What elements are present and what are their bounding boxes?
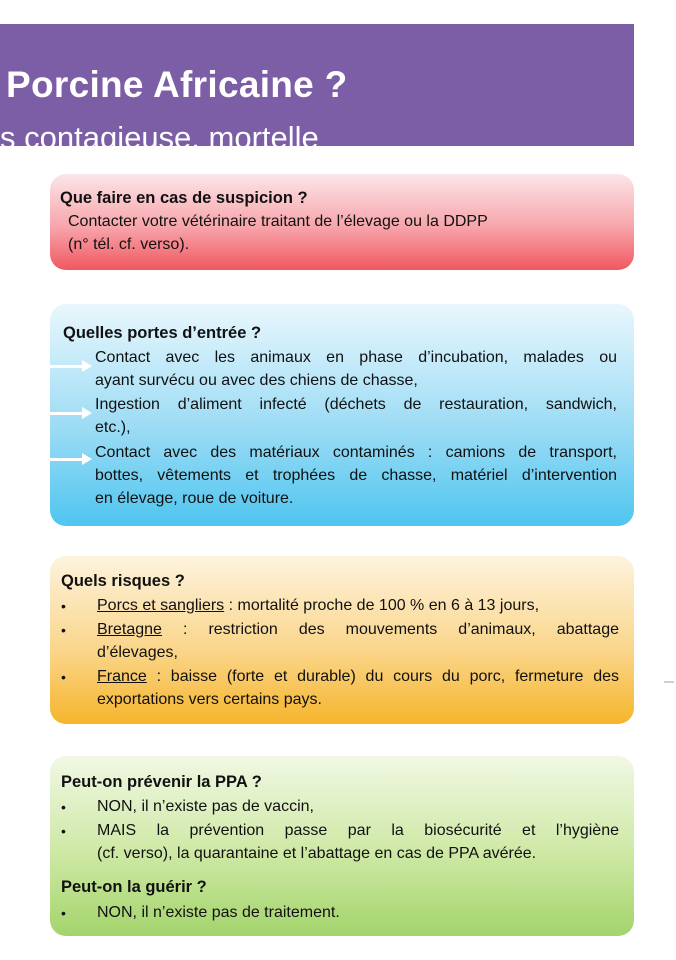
entry-item-line: Ingestion d’aliment infecté (déchets de restauration, sandwich, bbox=[95, 396, 617, 413]
entry-item-line: etc.), bbox=[95, 419, 131, 436]
entry-item-line: bottes, vêtements et trophées de chasse, matériel d’intervention bbox=[95, 467, 617, 484]
risk-label: Bretagne bbox=[97, 621, 162, 638]
cure-heading: Peut-on la guérir ? bbox=[61, 878, 207, 896]
bullet-icon: • bbox=[61, 622, 66, 638]
suspicion-line: (n° tél. cf. verso). bbox=[68, 236, 190, 253]
page-subtitle: s contagieuse, mortelle bbox=[0, 120, 319, 155]
bullet-icon: • bbox=[61, 598, 66, 614]
entry-item-line: ayant survécu ou avec des chiens de chasse, bbox=[95, 372, 418, 389]
entry-heading: Quelles portes d’entrée ? bbox=[63, 324, 262, 342]
risk-label: France bbox=[97, 668, 147, 685]
arrow-icon bbox=[44, 458, 84, 461]
risk-item bbox=[97, 618, 619, 641]
risk-text: exportations vers certains pays. bbox=[97, 691, 322, 708]
risk-text: d’élevages, bbox=[97, 644, 178, 661]
entry-box bbox=[50, 304, 634, 526]
page-title: Porcine Africaine ? bbox=[6, 64, 348, 105]
risk-text: : mortalité proche de 100 % en 6 à 13 jours, bbox=[224, 597, 540, 614]
entry-item-line: en élevage, roue de voiture. bbox=[95, 490, 294, 507]
cure-item-line: NON, il n’existe pas de traitement. bbox=[97, 904, 340, 921]
risk-item bbox=[97, 594, 619, 617]
title-banner bbox=[0, 24, 634, 155]
risk-text: : baisse (forte et durable) du cours du porc, fermeture des bbox=[146, 668, 619, 685]
bullet-icon: • bbox=[61, 905, 66, 921]
prevention-box bbox=[50, 756, 634, 936]
risks-heading: Quels risques ? bbox=[61, 572, 185, 590]
page-edge-mark bbox=[664, 681, 674, 683]
suspicion-box bbox=[50, 174, 634, 270]
entry-item-line: Contact avec les animaux en phase d’incubation, malades ou bbox=[95, 349, 617, 366]
suspicion-line: Contacter votre vétérinaire traitant de l’élevage ou la DDPP bbox=[68, 213, 488, 230]
risk-text: : restriction des mouvements d’animaux, abattage bbox=[161, 621, 619, 638]
suspicion-heading: Que faire en cas de suspicion ? bbox=[60, 189, 308, 207]
prevention-heading: Peut-on prévenir la PPA ? bbox=[61, 773, 262, 791]
bullet-icon: • bbox=[61, 823, 66, 839]
arrow-icon bbox=[44, 365, 84, 368]
arrow-icon bbox=[44, 412, 84, 415]
prevention-item-line: NON, il n’existe pas de vaccin, bbox=[97, 798, 314, 815]
entry-item-line: Contact avec des matériaux contaminés : camions de transport, bbox=[95, 444, 617, 461]
risk-item bbox=[97, 665, 619, 688]
prevention-item-line: (cf. verso), la quarantaine et l’abattage en cas de PPA avérée. bbox=[97, 845, 537, 862]
bullet-icon: • bbox=[61, 669, 66, 685]
bullet-icon: • bbox=[61, 799, 66, 815]
risks-box bbox=[50, 556, 634, 724]
risk-label: Porcs et sangliers bbox=[97, 597, 225, 614]
prevention-item-line: MAIS la prévention passe par la biosécurité et l’hygiène bbox=[97, 822, 619, 839]
